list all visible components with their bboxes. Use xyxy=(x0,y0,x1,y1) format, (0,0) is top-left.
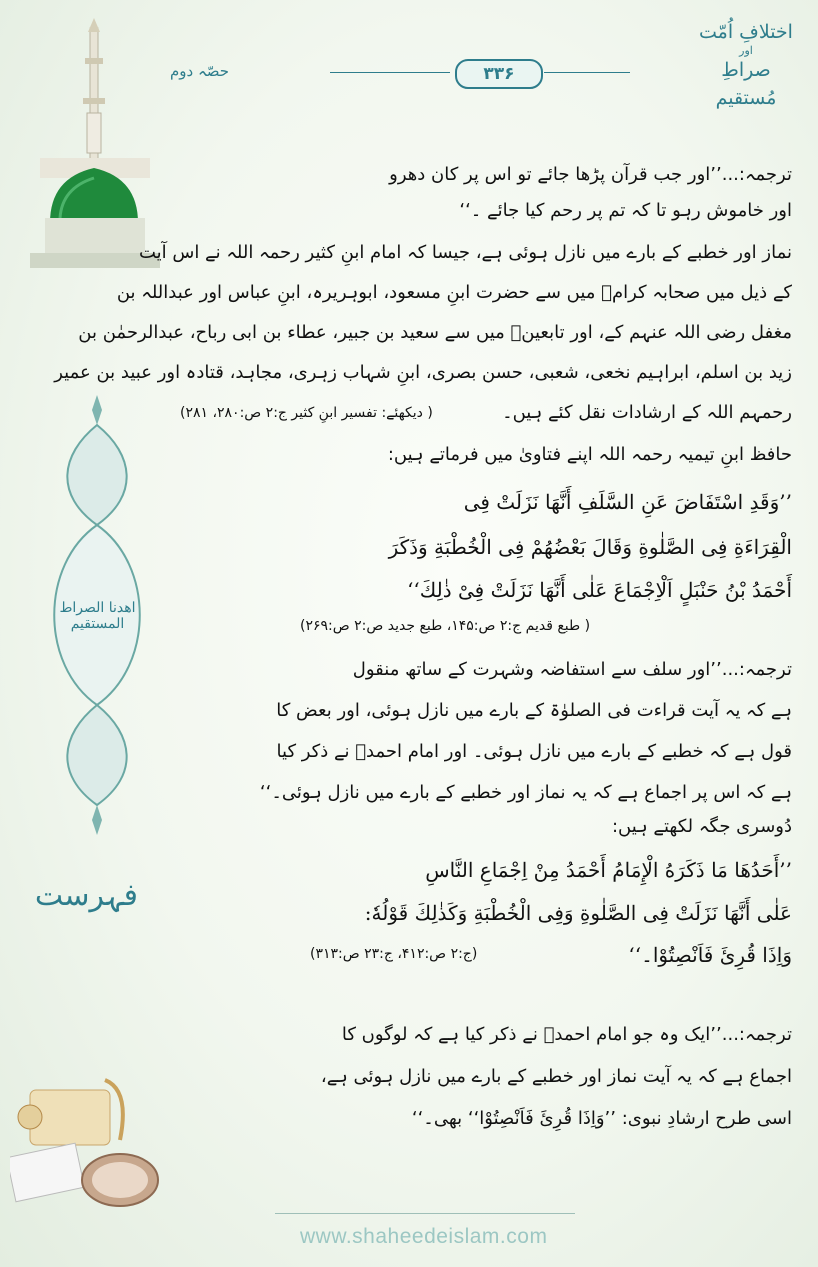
minaret-dome-illustration xyxy=(30,18,160,268)
book-title-line2: صراطِ مُستقیم xyxy=(715,59,777,109)
translation-3-line-2: اجماع ہے کہ یہ آیت نماز اور خطبے کے بارے میں نازل ہوئی ہے، xyxy=(320,1066,792,1087)
reference-3: (ج:۲ ص:۴۱۲، ج:۲۳ ص:۳۱۳) xyxy=(310,946,478,962)
body-line-2: کے ذیل میں صحابہ کرامؓ میں سے حضرت ابنِ مسعود، ابوہریرہ، ابنِ عباس اور عبداللہ بن xyxy=(116,282,792,303)
translation-3-line-3: اسی طرح ارشادِ نبوی: ’’وَاِذَا قُرِئَ فَاَنْصِتُوْا‘‘ بھی۔‘‘ xyxy=(411,1108,792,1129)
arabic-quote-2-line-1: ’’أَحَدُهَا مَا ذَكَرَهُ الْإِمَامُ أَحْمَدُ مِنْ اِجْمَاعِ النَّاسِ xyxy=(425,858,792,882)
website-link[interactable]: www.shaheedeislam.com xyxy=(300,1225,548,1248)
translation-2-line-1: ترجمہ:...’’اور سلف سے استفاضہ وشہرت کے ساتھ منقول xyxy=(352,659,792,680)
arabic-quote-1-line-3: أَحْمَدُ بْنُ حَنْبَلٍ اَلْاِجْمَاعَ عَلٰی أَنَّهَا نَزَلَتْ فِیْ ذٰلِكَ‘‘ xyxy=(407,578,792,602)
reference-1: ( دیکھئے: تفسیر ابنِ کثیر ج:۲ ص:۲۸۰، ۲۸۱) xyxy=(180,405,433,421)
translation-2-line-4: ہے کہ اس پر اجماع ہے کہ یہ نماز اور خطبے کے بارے میں نازل ہوئی۔‘‘ xyxy=(259,782,792,803)
arabic-quote-2-line-3: وَاِذَا قُرِئَ فَاَنْصِتُوْا۔‘‘ xyxy=(628,943,792,967)
page-number-ornament xyxy=(330,55,630,91)
translation-2-line-2: ہے کہ یہ آیت قراءت فی الصلوٰۃ کے بارے میں نازل ہوئی، اور بعض کا xyxy=(276,700,792,721)
body-line-3: مغفل رضی اللہ عنہم کے، اور تابعینؒ میں سے سعید بن جبیر، عطاء بن ابی رباح، عبدالرحمٰن بن xyxy=(78,322,792,343)
translation-line-2: اور خاموش رہو تا کہ تم پر رحم کیا جائے ۔‘‘ xyxy=(459,200,792,221)
medallion-text: اھدنا الصراط المستقیم xyxy=(59,600,136,632)
index-link[interactable]: فہرست xyxy=(34,878,138,913)
reference-2: ( طبع قدیم ج:۲ ص:۱۴۵، طبع جدید ص:۲ ص:۲۶۹) xyxy=(300,618,591,634)
translation-line-1: ترجمہ:...’’اور جب قرآن پڑھا جائے تو اس پر کان دھرو xyxy=(389,164,792,185)
book-title-line1: اختلافِ اُمّت xyxy=(699,21,793,43)
section-label: حصّہ دوم xyxy=(170,62,230,80)
book-title-connector: اور xyxy=(739,44,753,57)
body-line-4: زید بن اسلم، ابراہیم نخعی، شعبی، حسن بصری، ابنِ شہاب زہری، مجاہد، قتادہ اور عبید بن عمیر xyxy=(54,362,792,383)
arabic-quote-2-line-2: عَلٰی أَنَّهَا نَزَلَتْ فِی الصَّلٰوةِ وَفِی الْخُطْبَةِ وَكَذٰلِكَ قَوْلُهٗ: xyxy=(364,901,792,925)
book-title xyxy=(696,18,796,112)
body-line-5: رحمہم اللہ کے ارشادات نقل کئے ہیں۔ xyxy=(502,402,792,423)
page-number: ۳۳۶ xyxy=(455,59,543,89)
scroll-quill-illustration xyxy=(10,1070,160,1210)
body-line-6: حافظ ابنِ تیمیہ رحمہ اللہ اپنے فتاویٰ میں فرماتے ہیں: xyxy=(387,444,792,465)
arabic-quote-1-line-2: الْقِرَاءَةِ فِی الصَّلٰوةِ وَقَالَ بَعْضُهُمْ فِی الْخُطْبَةِ وَذَكَرَ xyxy=(388,535,792,559)
translation-2-line-5: دُوسری جگہ لکھتے ہیں: xyxy=(611,816,792,837)
translation-3-line-1: ترجمہ:...’’ایک وہ جو امام احمدؒ نے ذکر کیا ہے کہ لوگوں کا xyxy=(341,1024,792,1045)
footer-divider xyxy=(275,1213,575,1214)
arabic-quote-1-line-1: ’’وَقَدِ اسْتَفَاضَ عَنِ السَّلَفِ أَنَّهَا نَزَلَتْ فِی xyxy=(463,490,792,514)
body-line-1: نماز اور خطبے کے بارے میں نازل ہوئی ہے، جیسا کہ امام ابنِ کثیر رحمہ اللہ نے اس آیت xyxy=(138,242,792,263)
translation-2-line-3: قول ہے کہ خطبے کے بارے میں نازل ہوئی۔ اور امام احمدؒ نے ذکر کیا xyxy=(276,741,792,762)
